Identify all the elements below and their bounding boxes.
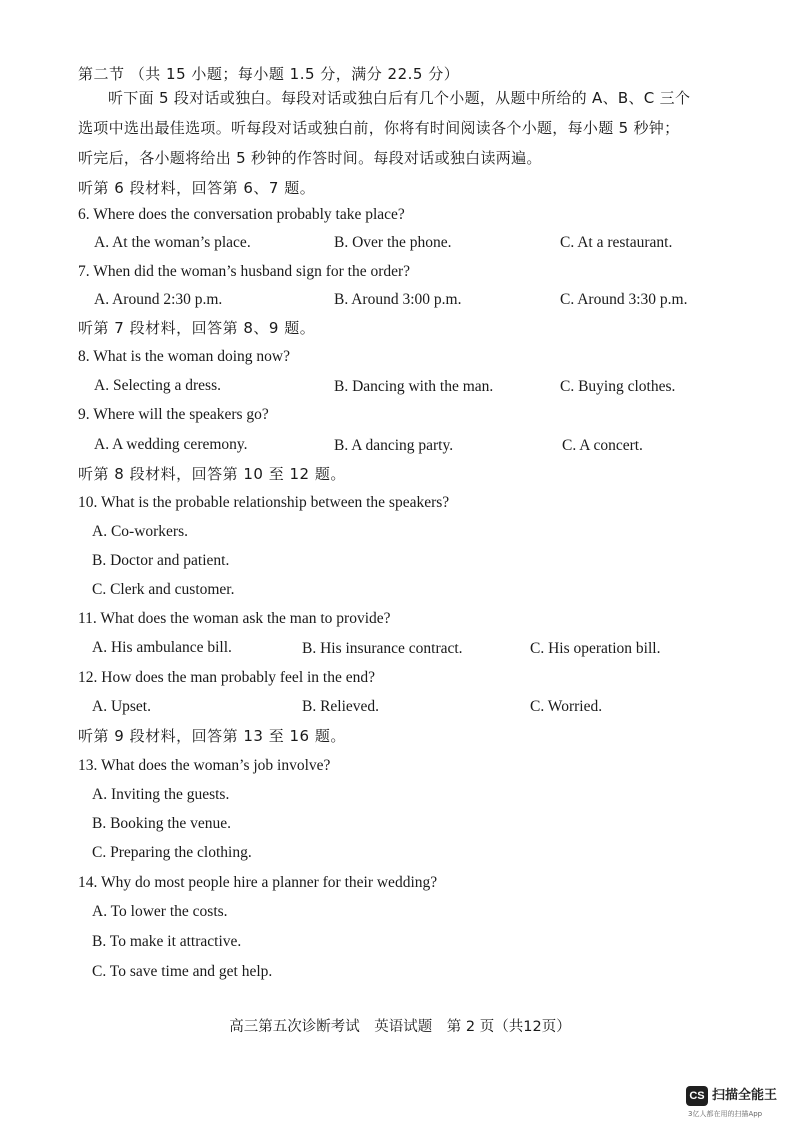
question-8-option-c: C. Buying clothes. — [560, 378, 676, 395]
camscanner-logo-icon: CS — [686, 1086, 708, 1106]
section-instructions: 听下面 5 段对话或独白。每段对话或独白后有几个小题，从题中所给的 A、B、C 三个选项中选出最佳选项。听每段对话或独白前，你将有时间阅读各个小题，每小题 5 秒钟；听完后，各小题将给出 5 秒钟的作答时间。每段对话或独白读两遍。 — [78, 89, 691, 167]
question-14-stem: 14. Why do most people hire a planner for their wedding? — [78, 874, 438, 891]
question-10-stem: 10. What is the probable relationship between the speakers? — [78, 494, 450, 511]
question-10-option-b: B. Doctor and patient. — [92, 552, 230, 569]
question-9-option-b: B. A dancing party. — [334, 437, 454, 454]
question-11-option-b: B. His insurance contract. — [302, 640, 463, 657]
page-footer: 高三第五次诊断考试 英语试题 第 2 页（共12页） — [229, 1019, 571, 1035]
question-14-option-b: B. To make it attractive. — [92, 933, 242, 950]
question-6-option-c: C. At a restaurant. — [560, 234, 673, 251]
question-13-option-c: C. Preparing the clothing. — [92, 844, 252, 861]
watermark-app-name: 扫描全能王 — [712, 1088, 778, 1103]
question-14-option-a: A. To lower the costs. — [92, 903, 228, 920]
question-9-option-c: C. A concert. — [562, 437, 643, 454]
question-7-option-a: A. Around 2:30 p.m. — [94, 291, 223, 308]
scanner-watermark — [686, 1086, 796, 1126]
question-8-option-b: B. Dancing with the man. — [334, 378, 494, 395]
question-11-option-c: C. His operation bill. — [530, 640, 661, 657]
question-11-option-a: A. His ambulance bill. — [92, 639, 232, 656]
question-13-stem: 13. What does the woman’s job involve? — [78, 757, 331, 774]
question-10-option-c: C. Clerk and customer. — [92, 581, 235, 598]
question-13-option-a: A. Inviting the guests. — [92, 786, 230, 803]
question-7-stem: 7. When did the woman’s husband sign for the order? — [78, 263, 411, 280]
question-12-option-b: B. Relieved. — [302, 698, 380, 715]
question-6-option-a: A. At the woman’s place. — [94, 234, 251, 251]
material-6-label: 听第 6 段材料，回答第 6、7 题。 — [78, 179, 316, 197]
question-12-stem: 12. How does the man probably feel in the end? — [78, 669, 375, 686]
question-9-option-a: A. A wedding ceremony. — [94, 436, 248, 453]
question-7-option-b: B. Around 3:00 p.m. — [334, 291, 462, 308]
question-13-option-b: B. Booking the venue. — [92, 815, 232, 832]
question-8-stem: 8. What is the woman doing now? — [78, 348, 290, 365]
material-8-label: 听第 8 段材料，回答第 10 至 12 题。 — [78, 465, 346, 483]
question-8-option-a: A. Selecting a dress. — [94, 377, 221, 394]
question-12-option-a: A. Upset. — [92, 698, 151, 715]
material-7-label: 听第 7 段材料，回答第 8、9 题。 — [78, 319, 316, 337]
question-6-option-b: B. Over the phone. — [334, 234, 452, 251]
question-14-option-c: C. To save time and get help. — [92, 963, 273, 980]
material-9-label: 听第 9 段材料，回答第 13 至 16 题。 — [78, 727, 346, 745]
question-6-stem: 6. Where does the conversation probably take place? — [78, 206, 405, 223]
question-10-option-a: A. Co-workers. — [92, 523, 188, 540]
question-11-stem: 11. What does the woman ask the man to provide? — [78, 610, 391, 627]
question-7-option-c: C. Around 3:30 p.m. — [560, 291, 688, 308]
watermark-tagline: 3亿人都在用的扫描App — [688, 1110, 763, 1118]
question-12-option-c: C. Worried. — [530, 698, 603, 715]
question-9-stem: 9. Where will the speakers go? — [78, 406, 269, 423]
section-heading: 第二节 （共 15 小题；每小题 1.5 分，满分 22.5 分） — [78, 65, 460, 83]
